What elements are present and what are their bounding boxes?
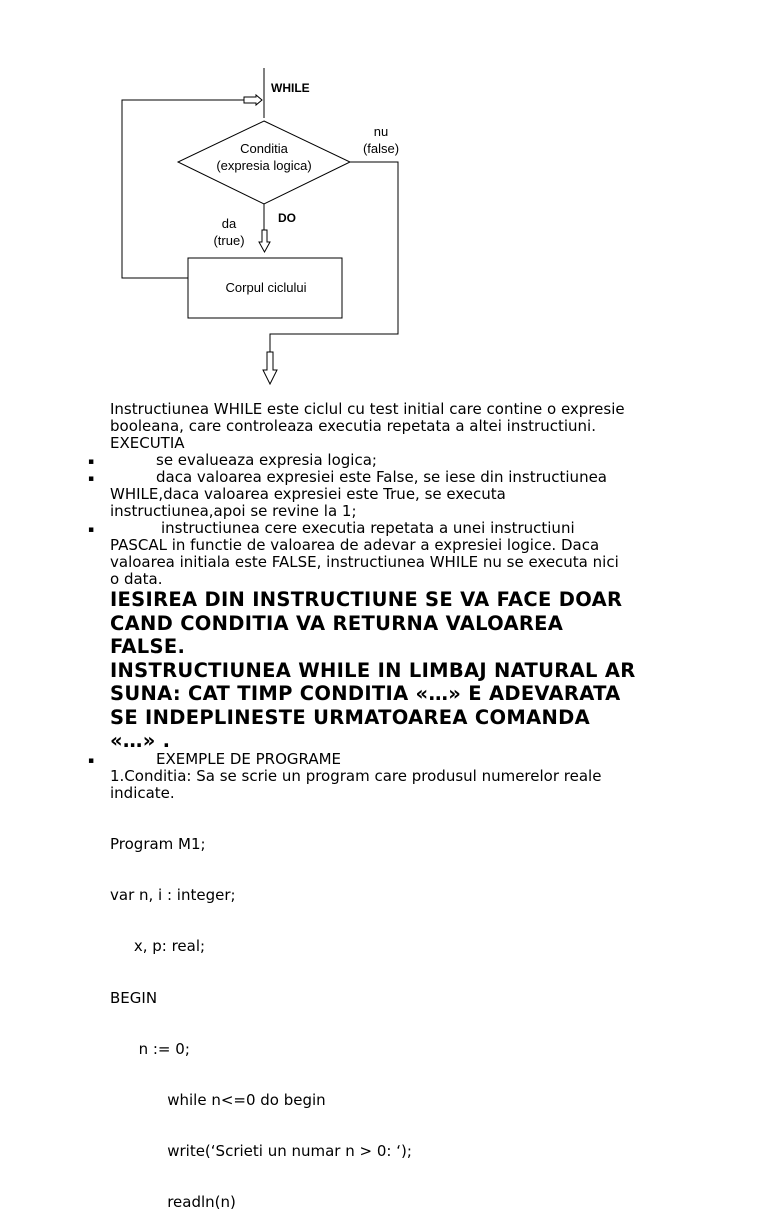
intro-line: booleana, care controleaza executia repetata a altei instructiuni. [110, 417, 596, 435]
code-line: var n, i : integer; [110, 886, 236, 905]
emphasis-line: IESIREA DIN INSTRUCTIUNE SE VA FACE DOAR [110, 588, 623, 611]
emphasis-line: SUNA: CAT TIMP CONDITIA «…» E ADEVARATA [110, 682, 621, 705]
bullet-item [88, 451, 720, 469]
bullet-text: o data. [110, 570, 163, 588]
bullet-icon: ▪ [88, 756, 95, 766]
bullet-text: WHILE,daca valoarea expresiei este True, se executa [110, 485, 506, 503]
code-line: while n<=0 do begin [110, 1090, 326, 1109]
loop-back-arrow-icon [244, 95, 262, 105]
bullet-text: instructiunea,apoi se revine la 1; [110, 502, 357, 520]
true-label-2: (true) [213, 233, 245, 248]
task-text: 1.Conditia: Sa se scrie un program care produsul numerelor reale [110, 767, 602, 785]
loop-body-label: Corpul ciclului [225, 280, 307, 295]
task-text: indicate. [110, 784, 175, 802]
code-line: x, p: real; [110, 937, 206, 956]
bullet-list [88, 451, 720, 588]
true-label-1: da [221, 216, 237, 231]
code-line: n := 0; [110, 1039, 190, 1058]
exit-arrow-icon [263, 352, 277, 384]
bullet-text: instructiunea cere executia repetata a unei instructiuni [161, 519, 575, 537]
bullet-item [88, 750, 720, 768]
bullet-text: valoarea initiala este FALSE, instructiunea WHILE nu se executa nici [110, 553, 619, 571]
intro-paragraph [110, 401, 720, 452]
examples-heading: EXEMPLE DE PROGRAME [156, 750, 342, 768]
while-label: WHILE [271, 81, 310, 95]
do-label: DO [278, 211, 296, 225]
emphasis-line: «…» . [110, 729, 171, 752]
bullet-item [88, 468, 720, 520]
bullet-text: PASCAL in functie de valoarea de adevar a expresiei logice. Daca [110, 536, 600, 554]
false-label-1: nu [373, 124, 389, 139]
false-label-2: (false) [362, 141, 400, 156]
code-line: Program M1; [110, 835, 206, 853]
bullet-item [88, 519, 720, 588]
true-arrow-icon [259, 230, 270, 252]
bullet-text: daca valoarea expresiei este False, se iese din instructiunea [156, 468, 607, 486]
examples-section [88, 750, 720, 802]
bullet-text: se evalueaza expresia logica; [156, 451, 377, 469]
loop-back-line [122, 100, 244, 278]
emphasis-line: INSTRUCTIUNEA WHILE IN LIMBAJ NATURAL AR [110, 658, 636, 682]
code-listing [110, 802, 412, 1229]
intro-line: Instructiunea WHILE este ciclul cu test initial care contine o expresie [110, 400, 625, 418]
bullet-icon: ▪ [88, 474, 95, 484]
code-line: readln(n) [110, 1193, 236, 1212]
while-flowchart [0, 0, 768, 400]
intro-line: EXECUTIA [110, 434, 185, 452]
emphasis-line: CAND CONDITIA VA RETURNA VALOAREA [110, 611, 564, 635]
condition-label-2: (expresia logica) [216, 158, 312, 173]
emphasis-block [110, 588, 730, 753]
bullet-icon: ▪ [88, 457, 95, 467]
code-line: write(‘Scrieti un numar n > 0: ‘); [110, 1142, 412, 1161]
code-line: BEGIN [110, 988, 158, 1007]
emphasis-line: SE INDEPLINESTE URMATOAREA COMANDA [110, 705, 590, 729]
emphasis-line: FALSE. [110, 635, 186, 658]
bullet-icon: ▪ [88, 525, 95, 535]
condition-label-1: Conditia [240, 141, 288, 156]
